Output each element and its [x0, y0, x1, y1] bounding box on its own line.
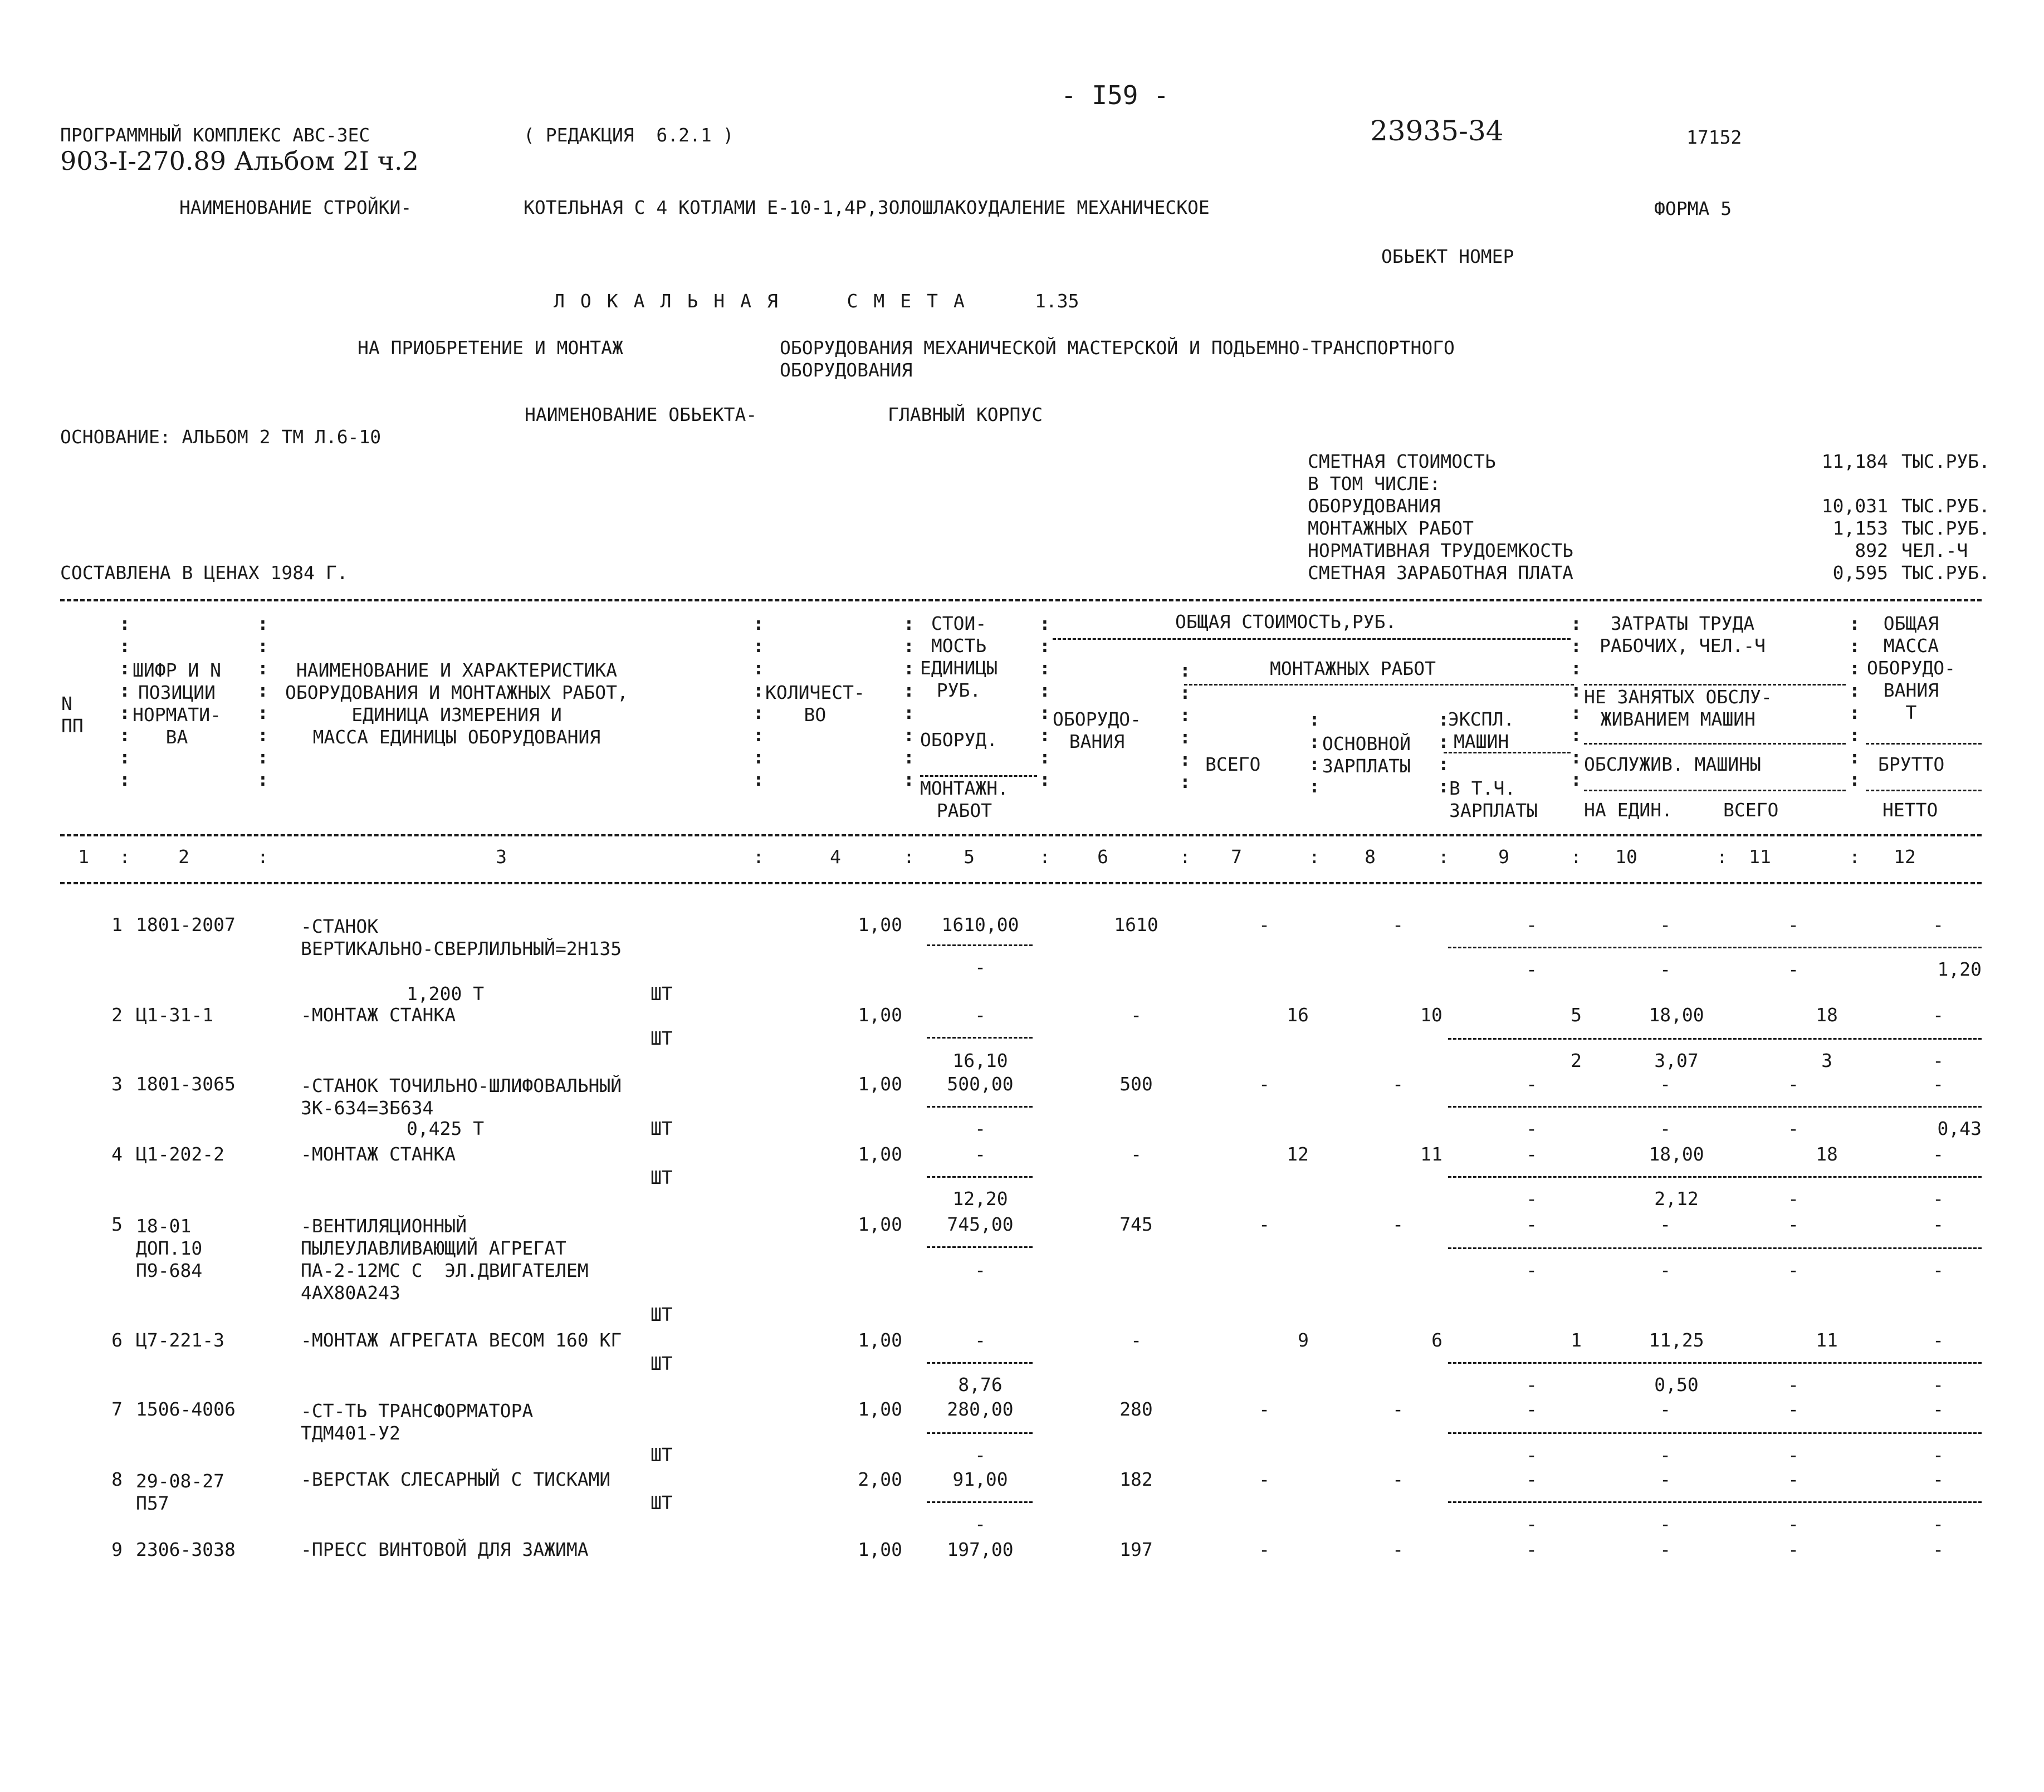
row-unit: ШТ — [651, 1027, 673, 1049]
row-mass-gross: - — [1933, 1143, 1944, 1165]
row-price-mount: - — [975, 1259, 986, 1281]
row-unit: ШТ — [651, 1353, 673, 1374]
header-rule — [1184, 684, 1574, 686]
row-total: - — [1259, 914, 1270, 936]
row-unit: ШТ — [651, 1492, 673, 1514]
row-machines-wages: - — [1526, 1444, 1537, 1466]
object-value: ГЛАВНЫЙ КОРПУС — [888, 404, 1043, 425]
column-separators: : — [1438, 846, 1449, 868]
summary-label: СМЕТНАЯ СТОИМОСТЬ — [1308, 451, 1496, 472]
document-title: ЛОКАЛЬНАЯ СМЕТА — [554, 290, 980, 312]
row-wages: 10 — [1420, 1004, 1442, 1026]
row-equip-cost: - — [1131, 1329, 1142, 1351]
row-price-equip: - — [975, 1329, 986, 1351]
row-price-mount: - — [975, 1118, 986, 1139]
column-separators: : : : : : : : : — [119, 613, 130, 790]
row-price-mount: - — [975, 1513, 986, 1535]
summary-value: 11,184 — [1821, 451, 1888, 472]
summary-unit: ТЫС.РУБ. — [1901, 451, 1990, 472]
summary-value: 1,153 — [1832, 517, 1888, 539]
row-equip-cost: 182 — [1119, 1468, 1153, 1490]
column-separators: : : : : : : : : — [257, 613, 268, 790]
row-mass-gross: - — [1933, 1398, 1944, 1420]
column-separators: : — [903, 846, 915, 868]
col-header-total: ВСЕГО — [1205, 753, 1261, 775]
row-labor-total: 18 — [1816, 1143, 1838, 1165]
program-name: ПРОГРАММНЫЙ КОМПЛЕКС АВС-3ЕС — [60, 124, 370, 146]
col-header-name: НАИМЕНОВАНИЕ И ХАРАКТЕРИСТИКА ОБОРУДОВАНИЯ И МОНТАЖНЫХ РАБОТ, ЕДИНИЦА ИЗМЕРЕНИЯ И МАССА ЕДИНИЦЫ ОБОРУДОВАНИЯ — [285, 659, 628, 748]
row-mass-net: - — [1933, 1444, 1944, 1466]
row-price-mount: - — [975, 956, 986, 978]
table-rule-numbers-bottom — [60, 882, 1982, 884]
header-rule — [1584, 684, 1846, 686]
row-labor-unit: - — [1660, 1213, 1671, 1235]
row-machines-wages: - — [1526, 958, 1537, 980]
row-labor-total: - — [1788, 1398, 1799, 1420]
row-qty: 1,00 — [858, 1004, 902, 1026]
row-name: -ВЕРСТАК СЛЕСАРНЫЙ С ТИСКАМИ — [301, 1468, 611, 1490]
row-mass-gross: - — [1933, 1468, 1944, 1490]
column-separators: : — [1571, 846, 1582, 868]
header-rule — [920, 775, 1037, 777]
row-labor-machines-unit: - — [1660, 1259, 1671, 1281]
row-unit: ШТ — [651, 1118, 673, 1139]
summary-unit: ТЫС.РУБ. — [1901, 495, 1990, 517]
group-header-mount: МОНТАЖНЫХ РАБОТ — [1270, 658, 1436, 679]
table-rule-top — [60, 599, 1982, 601]
row-code: 29-08-27 П57 — [136, 1470, 224, 1514]
row-labor-unit: - — [1660, 1468, 1671, 1490]
album-handwritten: 903-I-270.89 Альбом 2I ч.2 — [60, 146, 419, 176]
row-labor-machines-unit: 2,12 — [1654, 1188, 1699, 1210]
row-total: - — [1259, 1468, 1270, 1490]
column-number: 6 — [1097, 846, 1108, 868]
row-price-equip: - — [975, 1143, 986, 1165]
row-wages: - — [1392, 1468, 1404, 1490]
row-unit: ШТ — [651, 1444, 673, 1466]
col-header-machines: ЭКСПЛ. МАШИН — [1448, 708, 1515, 752]
row-price-equip: 91,00 — [952, 1468, 1008, 1490]
row-total: - — [1259, 1213, 1270, 1235]
row-mass-net: 0,43 — [1937, 1118, 1982, 1139]
row-mass-gross: - — [1933, 1329, 1944, 1351]
col-header-unit-cost: СТОИ- МОСТЬ ЕДИНИЦЫ РУБ. — [920, 613, 998, 701]
row-labor-unit: 18,00 — [1649, 1004, 1704, 1026]
col-header-labor-total: ВСЕГО — [1723, 799, 1779, 821]
row-equip-cost: 500 — [1119, 1073, 1153, 1095]
construction-value: КОТЕЛЬНАЯ С 4 КОТЛАМИ Е-10-1,4Р,ЗОЛОШЛАКОУДАЛЕНИЕ МЕХАНИЧЕСКОЕ — [524, 197, 1210, 218]
row-total: - — [1259, 1073, 1270, 1095]
summary-unit: ТЫС.РУБ. — [1901, 562, 1990, 584]
row-machines-wages: 2 — [1571, 1050, 1582, 1071]
row-labor-total: 18 — [1816, 1004, 1838, 1026]
row-mass-gross: - — [1933, 1213, 1944, 1235]
column-number: 9 — [1498, 846, 1509, 868]
column-separators: : — [1309, 846, 1320, 868]
row-code: 18-01 ДОП.10 П9-684 — [136, 1215, 203, 1281]
row-name: -СТАНОК ВЕРТИКАЛЬНО-СВЕРЛИЛЬНЫЙ=2Н135 — [301, 915, 622, 959]
row-machines: - — [1526, 1213, 1537, 1235]
row-number: 2 — [111, 1004, 123, 1026]
prices-note: СОСТАВЛЕНА В ЦЕНАХ 1984 Г. — [60, 562, 348, 584]
row-rule — [1448, 1106, 1982, 1108]
row-wages: - — [1392, 1213, 1404, 1235]
row-qty: 1,00 — [858, 1398, 902, 1420]
column-separators: : : : : : : : : — [753, 613, 764, 790]
row-qty: 1,00 — [858, 1143, 902, 1165]
row-equip-cost: 280 — [1119, 1398, 1153, 1420]
row-price-equip: 197,00 — [947, 1539, 1014, 1560]
row-qty: 2,00 — [858, 1468, 902, 1490]
summary-unit: ЧЕЛ.-Ч — [1901, 540, 1968, 561]
form-label: ФОРМА 5 — [1654, 198, 1732, 219]
column-number: 1 — [78, 846, 89, 868]
header-rule — [1444, 752, 1571, 753]
row-rule — [1448, 1038, 1982, 1040]
purpose-line-1: ОБОРУДОВАНИЯ МЕХАНИЧЕСКОЙ МАСТЕРСКОЙ И ПОДЬЕМНО-ТРАНСПОРТНОГО — [780, 337, 1455, 359]
row-labor-machines-unit: 0,50 — [1654, 1374, 1699, 1396]
col-header-qty: КОЛИЧЕСТ- ВО — [765, 682, 865, 726]
row-labor-total: - — [1788, 914, 1799, 936]
row-mass-gross: - — [1933, 914, 1944, 936]
row-mass-net: - — [1933, 1188, 1944, 1210]
row-machines-wages: - — [1526, 1513, 1537, 1535]
header-rule — [1584, 743, 1846, 745]
row-machines: - — [1526, 1398, 1537, 1420]
column-separators: : : : : : : : : — [903, 613, 915, 790]
row-price-mount: - — [975, 1444, 986, 1466]
row-rule — [1448, 1432, 1982, 1434]
row-labor-machines-unit: - — [1660, 1444, 1671, 1466]
row-labor-machines-total: - — [1788, 1374, 1799, 1396]
column-separators: : : : : : : : : — [1849, 613, 1860, 790]
row-price-equip: 1610,00 — [941, 914, 1019, 936]
row-unit: ШТ — [651, 1304, 673, 1325]
row-wages: 6 — [1431, 1329, 1442, 1351]
row-total: 9 — [1298, 1329, 1309, 1351]
row-labor-machines-total: - — [1788, 1188, 1799, 1210]
row-price-equip: 500,00 — [947, 1073, 1014, 1095]
column-number: 2 — [178, 846, 189, 868]
col-header-unit-cost-mount: МОНТАЖН. РАБОТ — [920, 777, 1009, 821]
row-mass: 1,200 Т — [407, 983, 485, 1005]
row-name: -СТАНОК ТОЧИЛЬНО-ШЛИФОВАЛЬНЫЙ 3К-634=3Б634 — [301, 1075, 622, 1119]
column-number: 11 — [1749, 846, 1771, 868]
row-name: -МОНТАЖ СТАНКА — [301, 1143, 456, 1165]
column-number: 4 — [830, 846, 841, 868]
row-rule — [1448, 1176, 1982, 1178]
row-machines: - — [1526, 1073, 1537, 1095]
column-separators: : : : : : : — [1180, 659, 1191, 792]
object-number: ОБЬЕКТ НОМЕР — [1381, 246, 1514, 267]
row-total: - — [1259, 1539, 1270, 1560]
summary-label: НОРМАТИВНАЯ ТРУДОЕМКОСТЬ — [1308, 540, 1573, 561]
table-rule-header-bottom — [60, 834, 1982, 836]
row-code: Ц1-31-1 — [136, 1004, 214, 1026]
row-number: 6 — [111, 1329, 123, 1351]
construction-label: НАИМЕНОВАНИЕ СТРОЙКИ- — [179, 197, 412, 218]
row-labor-unit: - — [1660, 1539, 1671, 1560]
row-wages: 11 — [1420, 1143, 1442, 1165]
row-rule — [927, 1106, 1033, 1108]
row-labor-machines-total: - — [1788, 1118, 1799, 1139]
col-header-gross: БРУТТО — [1878, 753, 1945, 775]
column-separators: : — [1180, 846, 1191, 868]
row-rule — [1448, 947, 1982, 948]
summary-label: МОНТАЖНЫХ РАБОТ — [1308, 517, 1474, 539]
row-qty: 1,00 — [858, 914, 902, 936]
row-number: 3 — [111, 1073, 123, 1095]
row-code: Ц7-221-3 — [136, 1329, 224, 1351]
row-rule — [927, 1432, 1033, 1434]
row-machines-wages: - — [1526, 1374, 1537, 1396]
row-labor-machines-total: - — [1788, 1259, 1799, 1281]
row-equip-cost: - — [1131, 1004, 1142, 1026]
row-labor-machines-unit: - — [1660, 1118, 1671, 1139]
row-unit: ШТ — [651, 983, 673, 1005]
group-header-labor: ЗАТРАТЫ ТРУДА РАБОЧИХ, ЧЕЛ.-Ч — [1600, 613, 1766, 657]
row-mass-gross: - — [1933, 1539, 1944, 1560]
row-price-mount: 12,20 — [952, 1188, 1008, 1210]
row-rule — [1448, 1247, 1982, 1249]
object-label: НАИМЕНОВАНИЕ ОБЬЕКТА- — [525, 404, 757, 425]
column-separators: : : : : — [1438, 708, 1449, 797]
column-number: 10 — [1615, 846, 1637, 868]
col-header-code: ШИФР И N ПОЗИЦИИ НОРМАТИ- ВА — [133, 659, 221, 748]
row-name: -МОНТАЖ СТАНКА — [301, 1004, 456, 1026]
column-number: 5 — [964, 846, 975, 868]
row-labor-total: - — [1788, 1213, 1799, 1235]
purpose-line-2: ОБОРУДОВАНИЯ — [780, 359, 913, 381]
row-qty: 1,00 — [858, 1213, 902, 1235]
row-labor-total: - — [1788, 1539, 1799, 1560]
row-labor-unit: 11,25 — [1649, 1329, 1704, 1351]
column-separators: : — [257, 846, 268, 868]
column-separators: : — [1039, 846, 1050, 868]
row-wages: - — [1392, 914, 1404, 936]
doc-number: 17152 — [1686, 126, 1742, 148]
row-name: -ВЕНТИЛЯЦИОННЫЙ ПЫЛЕУЛАВЛИВАЮЩИЙ АГРЕГАТ ПА-2-12МС С ЭЛ.ДВИГАТЕЛЕМ 4АХ80А243 — [301, 1215, 589, 1304]
document-title-number: 1.35 — [1035, 290, 1079, 312]
column-number: 7 — [1231, 846, 1242, 868]
basis: ОСНОВАНИЕ: АЛЬБОМ 2 ТМ Л.6-10 — [60, 426, 382, 448]
row-mass-net: - — [1933, 1513, 1944, 1535]
row-machines: - — [1526, 1143, 1537, 1165]
row-qty: 1,00 — [858, 1329, 902, 1351]
row-total: 16 — [1287, 1004, 1309, 1026]
column-number: 3 — [496, 846, 507, 868]
col-header-unit-cost-equip: ОБОРУД. — [920, 729, 998, 751]
row-mass-gross: - — [1933, 1004, 1944, 1026]
row-number: 5 — [111, 1213, 123, 1235]
column-separators: : — [119, 846, 130, 868]
row-equip-cost: 745 — [1119, 1213, 1153, 1235]
row-qty: 1,00 — [858, 1073, 902, 1095]
row-code: Ц1-202-2 — [136, 1143, 224, 1165]
row-rule — [1448, 1362, 1982, 1364]
row-price-equip: - — [975, 1004, 986, 1026]
row-labor-total: - — [1788, 1073, 1799, 1095]
row-mass-net: - — [1933, 1374, 1944, 1396]
column-separators: : — [1717, 846, 1728, 868]
row-labor-machines-unit: - — [1660, 958, 1671, 980]
summary-unit: ТЫС.РУБ. — [1901, 517, 1990, 539]
row-mass: 0,425 Т — [407, 1118, 485, 1139]
summary-value: 10,031 — [1821, 495, 1888, 517]
edition: ( РЕДАКЦИЯ 6.2.1 ) — [524, 124, 734, 146]
row-labor-total: - — [1788, 1468, 1799, 1490]
row-mass-net: - — [1933, 1259, 1944, 1281]
row-machines: - — [1526, 914, 1537, 936]
row-machines-wages: - — [1526, 1259, 1537, 1281]
row-machines: - — [1526, 1539, 1537, 1560]
row-unit: ШТ — [651, 1167, 673, 1188]
row-rule — [927, 1362, 1033, 1364]
row-labor-unit: - — [1660, 1398, 1671, 1420]
labor-subheader-1: НЕ ЗАНЯТЫХ ОБСЛУ- ЖИВАНИЕМ МАШИН — [1584, 686, 1772, 730]
row-labor-unit: 18,00 — [1649, 1143, 1704, 1165]
row-number: 1 — [111, 914, 123, 936]
row-labor-machines-total: - — [1788, 1513, 1799, 1535]
row-labor-machines-unit: 3,07 — [1654, 1050, 1699, 1071]
column-number: 12 — [1894, 846, 1916, 868]
summary-label: ОБОРУДОВАНИЯ — [1308, 495, 1441, 517]
row-code: 1801-3065 — [136, 1073, 236, 1095]
row-machines: 5 — [1571, 1004, 1582, 1026]
row-name: -МОНТАЖ АГРЕГАТА ВЕСОМ 160 КГ — [301, 1329, 622, 1351]
row-labor-machines-total: - — [1788, 1444, 1799, 1466]
col-header-machines-wages: В Т.Ч. ЗАРПЛАТЫ — [1449, 777, 1538, 821]
row-machines: 1 — [1571, 1329, 1582, 1351]
row-equip-cost: 197 — [1119, 1539, 1153, 1560]
row-mass-net: - — [1933, 1050, 1944, 1071]
summary-label: СМЕТНАЯ ЗАРАБОТНАЯ ПЛАТА — [1308, 562, 1573, 584]
row-wages: - — [1392, 1398, 1404, 1420]
row-code: 1801-2007 — [136, 914, 236, 936]
row-machines-wages: - — [1526, 1188, 1537, 1210]
column-separators: : : : : : : : : — [1039, 613, 1050, 790]
row-equip-cost: - — [1131, 1143, 1142, 1165]
row-rule — [927, 944, 1033, 946]
row-labor-unit: - — [1660, 1073, 1671, 1095]
row-rule — [927, 1176, 1033, 1178]
header-rule — [1053, 638, 1571, 640]
row-machines-wages: - — [1526, 1118, 1537, 1139]
row-number: 8 — [111, 1468, 123, 1490]
labor-subheader-2: ОБСЛУЖИВ. МАШИНЫ — [1584, 753, 1761, 775]
row-number: 7 — [111, 1398, 123, 1420]
summary-value: 892 — [1855, 540, 1888, 561]
page-number: - I59 - — [1061, 80, 1169, 110]
row-price-equip: 280,00 — [947, 1398, 1014, 1420]
group-header-cost: ОБЩАЯ СТОИМОСТЬ,РУБ. — [1175, 611, 1397, 633]
header-rule — [1584, 790, 1846, 791]
row-total: - — [1259, 1398, 1270, 1420]
col-header-equipment: ОБОРУДО- ВАНИЯ — [1053, 708, 1141, 752]
row-number: 9 — [111, 1539, 123, 1560]
row-rule — [927, 1246, 1033, 1248]
row-total: 12 — [1287, 1143, 1309, 1165]
row-equip-cost: 1610 — [1114, 914, 1158, 936]
col-header-wages: ОСНОВНОЙ ЗАРПЛАТЫ — [1322, 733, 1411, 777]
purpose-label: НА ПРИОБРЕТЕНИЕ И МОНТАЖ — [358, 337, 623, 359]
row-number: 4 — [111, 1143, 123, 1165]
row-wages: - — [1392, 1073, 1404, 1095]
row-labor-unit: - — [1660, 914, 1671, 936]
row-mass-net: 1,20 — [1937, 958, 1982, 980]
row-rule — [927, 1037, 1033, 1039]
col-header-net: НЕТТО — [1882, 799, 1938, 821]
col-header-mass: ОБЩАЯ МАССА ОБОРУДО- ВАНИЯ Т — [1867, 613, 1955, 723]
col-header-n: N ПП — [61, 693, 84, 737]
column-separators: : — [1849, 846, 1860, 868]
row-labor-machines-total: - — [1788, 958, 1799, 980]
row-rule — [927, 1501, 1033, 1503]
row-code: 1506-4006 — [136, 1398, 236, 1420]
row-labor-total: 11 — [1816, 1329, 1838, 1351]
column-separators: : : : : — [1309, 708, 1320, 797]
row-qty: 1,00 — [858, 1539, 902, 1560]
row-labor-machines-total: 3 — [1821, 1050, 1832, 1071]
doc-code-handwritten: 23935-34 — [1370, 115, 1504, 147]
row-rule — [1448, 1501, 1982, 1503]
summary-label: В ТОМ ЧИСЛЕ: — [1308, 473, 1441, 494]
row-wages: - — [1392, 1539, 1404, 1560]
row-name: -СТ-ТЬ ТРАНСФОРМАТОРА ТДМ401-У2 — [301, 1400, 534, 1444]
row-price-equip: 745,00 — [947, 1213, 1014, 1235]
column-number: 8 — [1365, 846, 1376, 868]
header-rule — [1866, 743, 1982, 745]
column-separators: : — [753, 846, 764, 868]
row-price-mount: 16,10 — [952, 1050, 1008, 1071]
col-header-per-unit: НА ЕДИН. — [1584, 799, 1673, 821]
column-separators: : : : : : : : : — [1571, 613, 1582, 790]
row-mass-gross: - — [1933, 1073, 1944, 1095]
row-machines: - — [1526, 1468, 1537, 1490]
row-code: 2306-3038 — [136, 1539, 236, 1560]
header-rule — [1866, 790, 1982, 791]
summary-value: 0,595 — [1832, 562, 1888, 584]
row-labor-machines-unit: - — [1660, 1513, 1671, 1535]
row-name: -ПРЕСС ВИНТОВОЙ ДЛЯ ЗАЖИМА — [301, 1539, 589, 1560]
row-price-mount: 8,76 — [958, 1374, 1003, 1396]
